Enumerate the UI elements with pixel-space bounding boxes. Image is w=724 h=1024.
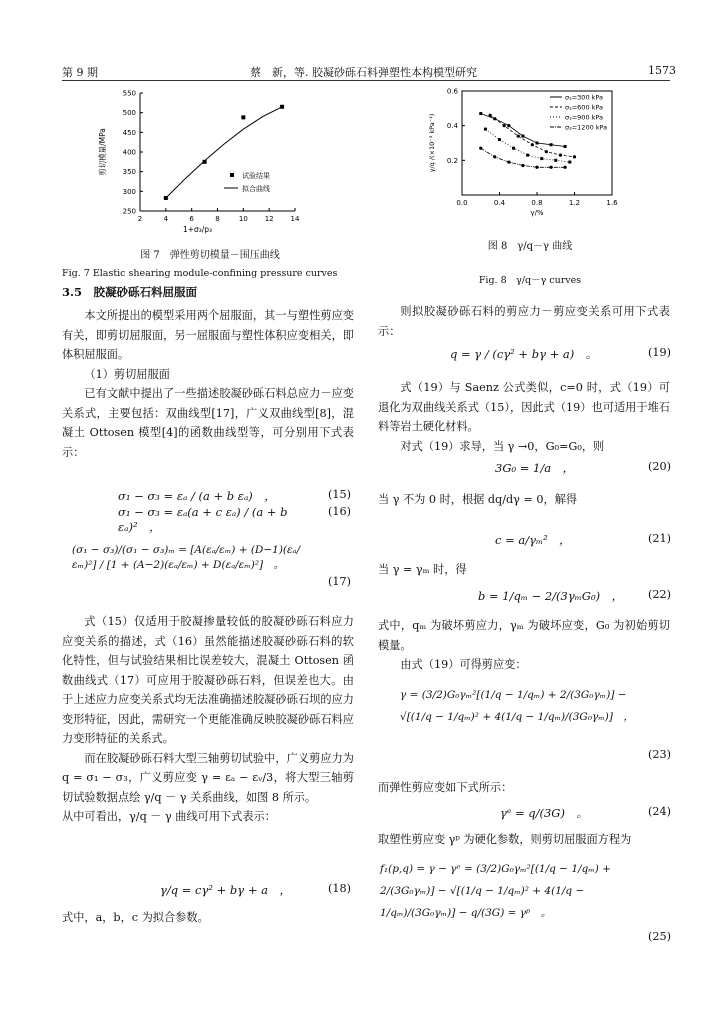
equation-25: f₁(p,q) = γ − γᵉ = (3/2)G₀γₘ²[(1/q − 1/qₘ) + 2/(3G₀γₘ)] − √[(1/q − 1/qₘ)² + 4(1/q − 1/qₘ)/(3G₀γₘ)] − q/(3G) = γᵖ 。 xyxy=(380,863,611,919)
paragraph: 式中，a，b，c 为拟合参数。 xyxy=(62,911,209,924)
data-point xyxy=(489,114,492,117)
data-point xyxy=(526,154,529,157)
right-column-text-6 xyxy=(378,778,670,798)
equation-number-17: (17) xyxy=(328,575,351,588)
x-tick-label: 0.4 xyxy=(493,199,506,207)
equation-number-16: (16) xyxy=(328,505,351,518)
paragraph: 式中，qₘ 为破坏剪应力，γₘ 为破坏应变，G₀ 为初始剪切模量。 xyxy=(378,619,670,652)
paragraph: 由式（19）可得剪应变： xyxy=(400,658,527,671)
x-tick-label: 1.6 xyxy=(606,199,618,207)
right-column-text-7 xyxy=(378,830,670,850)
equation-number-23: (23) xyxy=(648,748,671,761)
paragraph: 式（15）仅适用于胶凝掺量较低的胶凝砂砾石料应力应变关系的描述，式（16）虽然能描述胶凝砂砾石料的软化特性，但与试验结果相比误差较大，混凝土 Ottosen 函数曲线式（17）可应用于胶凝砂砾石料，但误差也大。由于上述应力应变关系式均无法准确描述胶凝砂砾石坝的应力变形特征，因此，需研究一个更能准确反映胶凝砂砾石料应力变形特征的关系式。 xyxy=(62,615,354,745)
y-tick-label: 0.4 xyxy=(446,122,458,131)
left-column-text-2 xyxy=(62,612,354,827)
x-tick-label: 8 xyxy=(215,215,220,223)
data-point xyxy=(507,160,510,163)
equation-23: γ = (3/2)G₀γₘ²[(1/q − 1/qₘ) + 2/(3G₀γₘ)] − √[(1/q − 1/qₘ)² + 4(1/q − 1/qₘ)/(3G₀γₘ)] ， xyxy=(400,689,634,723)
equation-number-18: (18) xyxy=(328,882,351,895)
page-number: 1573 xyxy=(648,64,676,77)
paragraph: 取塑性剪应变 γᵖ 为硬化参数，则剪切屈服面方程为 xyxy=(378,833,632,846)
equation-number-20: (20) xyxy=(648,460,671,473)
data-point xyxy=(493,155,496,158)
series-line xyxy=(490,115,574,157)
x-tick-label: 10 xyxy=(238,215,248,223)
equation-number-24: (24) xyxy=(648,805,671,818)
figure-8-caption-cn: 图 8 γ/q－γ 曲线 xyxy=(487,241,573,252)
legend-label: σ₃=300 kPa xyxy=(565,93,604,102)
equation-19: q = γ / (cγ² + bγ + a) 。 xyxy=(450,347,598,361)
equation-16: σ₁ − σ₃ = εₐ(a + c εₐ) / (a + b εₐ)² ， xyxy=(118,505,288,534)
data-point xyxy=(203,160,207,164)
paragraph: 本文所提出的模型采用两个屈服面，其一与塑性剪应变有关，即剪切屈服面，另一屈服面与塑性体积应变相关，即体积屈服面。 xyxy=(62,309,354,361)
paragraph: 当 γ 不为 0 时，根据 dq/dγ = 0，解得 xyxy=(378,493,578,506)
equation-22: b = 1/qₘ − 2/(3γₘG₀) ， xyxy=(478,589,624,603)
x-tick-label: 0.0 xyxy=(456,199,468,207)
data-point xyxy=(535,166,538,169)
y-tick-label: 0.6 xyxy=(446,87,458,96)
paragraph-subheading: （1）剪切屈服面 xyxy=(84,367,170,381)
data-point xyxy=(568,161,571,164)
y-tick-label: 0.2 xyxy=(446,156,458,165)
x-tick-label: 0.8 xyxy=(531,199,543,207)
data-point xyxy=(531,143,534,146)
equation-18: γ/q = cγ² + bγ + a ， xyxy=(160,883,291,897)
right-column-text-1 xyxy=(378,302,670,341)
y-tick-label: 250 xyxy=(122,207,136,216)
y-tick-label: 550 xyxy=(122,89,136,98)
data-point xyxy=(241,115,245,119)
y-tick-label: 450 xyxy=(122,128,136,137)
running-header-title: 蔡 新，等. 胶凝砂砾石料弹塑性本构模型研究 xyxy=(250,66,477,79)
data-point xyxy=(164,196,168,200)
figure-8-chart xyxy=(420,85,630,220)
equation-number-19: (19) xyxy=(648,346,671,359)
data-point xyxy=(540,157,543,160)
data-point xyxy=(517,134,520,137)
data-point xyxy=(479,147,482,150)
equation-17: (σ₁ − σ₃)/(σ₁ − σ₃)ₘ = [A(εₐ/εₘ) + (D−1)(εₐ/εₘ)²] / [1 + (A−2)(εₐ/εₘ) + D(εₐ/εₘ)²] 。 xyxy=(72,544,301,571)
section-heading-3-5: 3.5 胶凝砂砾石料屈服面 xyxy=(62,285,198,299)
data-point xyxy=(280,105,284,109)
data-point xyxy=(479,112,482,115)
paragraph: 而弹性剪应变如下式所示： xyxy=(378,781,513,794)
legend-label: 拟合曲线 xyxy=(242,185,270,193)
running-header-issue: 第 9 期 xyxy=(62,66,98,79)
data-point xyxy=(484,128,487,131)
data-point xyxy=(564,145,567,148)
y-axis-label: γ/q /(×10⁻³ kPa⁻¹) xyxy=(428,113,436,173)
x-tick-label: 2 xyxy=(137,215,143,223)
y-axis-label: 剪切模量/MPa xyxy=(98,128,107,176)
equation-20: 3G₀ = 1/a ， xyxy=(495,461,575,475)
legend-label: 试验结果 xyxy=(242,172,270,180)
legend-label: σ₃=600 kPa xyxy=(565,103,604,112)
data-point xyxy=(559,154,562,157)
data-point xyxy=(536,142,539,145)
equation-number-21: (21) xyxy=(648,532,671,545)
data-point xyxy=(521,135,524,138)
y-tick-label: 400 xyxy=(122,148,136,157)
equation-number-25: (25) xyxy=(648,930,671,943)
left-column-text-1 xyxy=(62,306,354,462)
paragraph: 而在胶凝砂砾石料大型三轴剪切试验中，广义剪应力为 q = σ₁ − σ₃，广义剪应变 γ = εₐ − εᵥ/3，将大型三轴剪切试验数据点绘 γ/q － γ 关系曲线，如图 8 所示。 xyxy=(62,751,354,804)
header-rule xyxy=(62,80,670,81)
data-point xyxy=(573,155,576,158)
data-point xyxy=(549,166,552,169)
paragraph: 从中可看出，γ/q － γ 曲线可用下式表示： xyxy=(62,810,276,823)
y-tick-label: 300 xyxy=(122,187,136,196)
y-tick-label: 500 xyxy=(122,109,136,118)
figure-7-caption-en: Fig. 7 Elastic shearing module-confining pressure curves xyxy=(62,268,338,279)
right-column-text-4 xyxy=(378,560,670,580)
figure-7-caption-cn: 图 7 弹性剪切模量－围压曲线 xyxy=(140,250,280,261)
legend-label: σ₃=1200 kPa xyxy=(565,123,608,132)
legend-label: σ₃=900 kPa xyxy=(565,113,604,122)
right-column-text-3 xyxy=(378,490,670,510)
x-tick-label: 4 xyxy=(163,215,169,223)
y-tick-label: 350 xyxy=(122,168,136,177)
data-point xyxy=(564,166,567,169)
data-point xyxy=(512,147,515,150)
paragraph: 已有文献中提出了一些描述胶凝砂砾石料总应力－应变关系式，主要包括：双曲线型[17]，广义双曲线型[8]，混凝土 Ottosen 模型[4]的函数曲线型等，可分别用下式表示： xyxy=(62,387,354,459)
x-tick-label: 14 xyxy=(290,215,300,223)
data-point xyxy=(507,124,510,127)
x-axis-label: γ/% xyxy=(530,209,544,217)
legend-marker xyxy=(230,173,234,177)
paragraph: 则拟胶凝砂砾石料的剪应力－剪应变关系可用下式表示： xyxy=(378,305,670,338)
data-point xyxy=(498,138,501,141)
equation-24: γᵉ = q/(3G) 。 xyxy=(500,806,588,820)
data-point xyxy=(554,159,557,162)
equation-21: c = a/γₘ² ， xyxy=(495,533,571,547)
right-column-text-5 xyxy=(378,616,670,675)
equation-15: σ₁ − σ₃ = εₐ / (a + b εₐ) ， xyxy=(118,489,276,503)
left-column-text-3 xyxy=(62,908,354,928)
data-point xyxy=(545,150,548,153)
figure-8-caption-en: Fig. 8 γ/q－γ curves xyxy=(478,275,582,286)
x-tick-label: 6 xyxy=(189,215,194,223)
equation-number-15: (15) xyxy=(328,488,351,501)
paragraph: 式（19）与 Saenz 公式类似，c=0 时，式（19）可退化为双曲线关系式（15），因此式（19）也可适用于堆石料等岩土硬化材料。 xyxy=(378,381,670,433)
paragraph: 当 γ = γₘ 时，得 xyxy=(378,563,467,576)
paragraph: 对式（19）求导，当 γ →0，G₀=G₀，则 xyxy=(400,439,605,453)
data-point xyxy=(503,124,506,127)
x-tick-label: 1.2 xyxy=(568,199,581,207)
right-column-text-2 xyxy=(378,378,670,456)
equation-number-22: (22) xyxy=(648,588,671,601)
data-point xyxy=(521,164,524,167)
x-tick-label: 12 xyxy=(264,215,274,223)
figure-7-chart xyxy=(95,85,315,235)
x-axis-label: 1+σ₃/p₃ xyxy=(182,225,213,234)
data-point xyxy=(550,143,553,146)
